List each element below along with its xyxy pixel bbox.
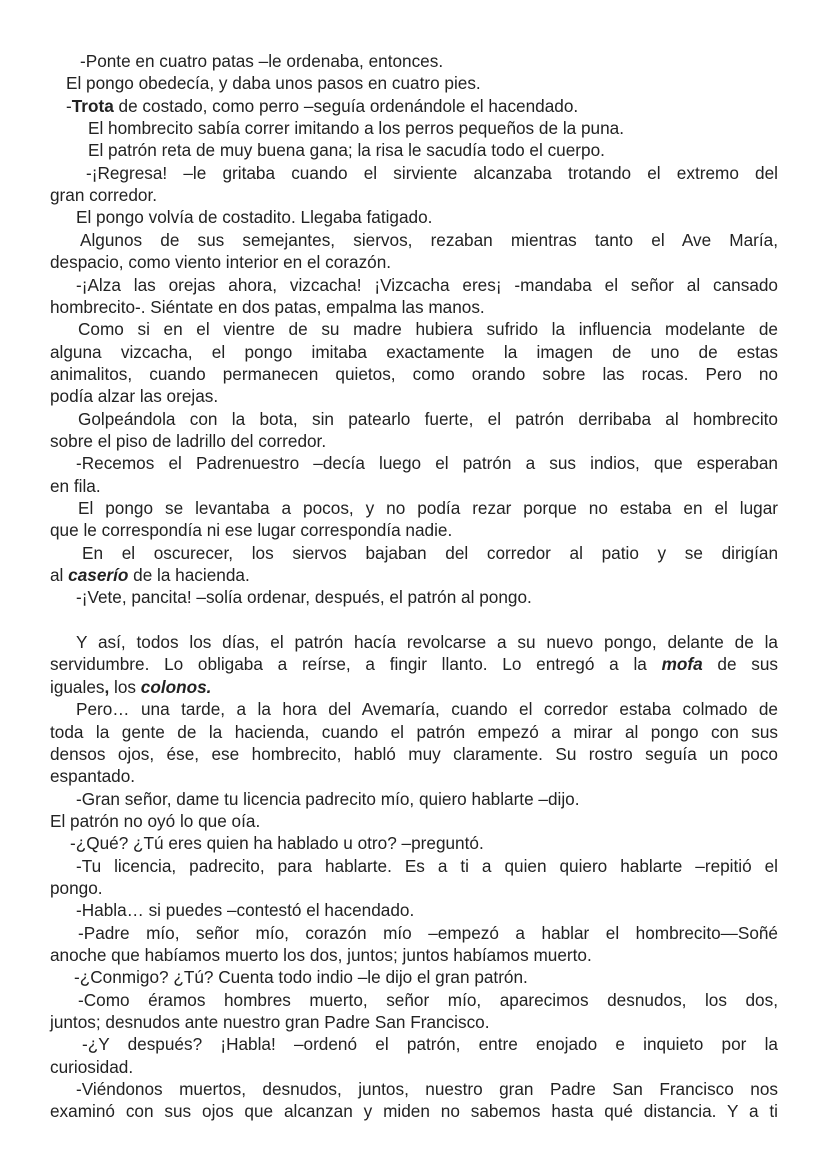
text-run: -¿Conmigo? ¿Tú? Cuenta todo indio –le dijo el gran patrón. [74, 967, 528, 988]
text-run: -Como éramos hombres muerto, señor mío, aparecimos desnudos, los dos, [78, 989, 778, 1010]
text-run: El patrón reta de muy buena gana; la risa le sacudía todo el cuerpo. [88, 140, 605, 161]
blank-line [50, 609, 778, 631]
text-line [50, 385, 778, 407]
text-line [50, 72, 778, 94]
text-run: de la hacienda. [128, 565, 250, 586]
text-line [50, 922, 778, 944]
text-line [50, 117, 778, 139]
text-line [50, 653, 778, 675]
text-line [50, 229, 778, 251]
text-line [50, 184, 778, 206]
text-run: en fila. [50, 475, 101, 496]
text-run: pongo. [50, 877, 103, 898]
text-line [50, 475, 778, 497]
text-run: -¿Y después? ¡Habla! –ordenó el patrón, entre enojado e inquieto por la [82, 1034, 778, 1055]
text-line [50, 363, 778, 385]
text-run: de sus [702, 654, 778, 675]
text-line [50, 274, 778, 296]
text-run: -¡Vete, pancita! –solía ordenar, después, el patrón al pongo. [76, 587, 532, 608]
text-run: Y así, todos los días, el patrón hacía revolcarse a su nuevo pongo, delante de la [76, 632, 778, 653]
text-run: -Gran señor, dame tu licencia padrecito mío, quiero hablarte –dijo. [76, 788, 580, 809]
text-run: de costado, como perro –seguía ordenándole el hacendado. [113, 95, 579, 116]
text-line [50, 788, 778, 810]
emphasized-text: , [104, 676, 110, 697]
emphasized-text: mofa [661, 654, 703, 675]
text-line [50, 430, 778, 452]
text-line [50, 341, 778, 363]
text-line [50, 810, 778, 832]
text-run: servidumbre. Lo obligaba a reírse, a fingir llanto. Lo entregó a la [50, 654, 662, 675]
text-run: -Tu licencia, padrecito, para hablarte. Es a ti a quien quiero hablarte –repitió el [76, 855, 778, 876]
text-run: densos ojos, ése, ese hombrecito, habló muy claramente. Su rostro seguía un poco [50, 743, 778, 764]
text-line [50, 1100, 778, 1122]
text-line [50, 408, 778, 430]
text-run: iguales [50, 676, 105, 697]
text-line [50, 765, 778, 787]
emphasized-text: Trota [71, 95, 114, 116]
text-line [50, 1056, 778, 1078]
text-line [50, 497, 778, 519]
text-line [50, 631, 778, 653]
text-run: El patrón no oyó lo que oía. [50, 810, 261, 831]
text-run: alguna vizcacha, el pongo imitaba exactamente la imagen de uno de estas [50, 341, 778, 362]
text-line [50, 855, 778, 877]
text-line [50, 542, 778, 564]
text-run: animalitos, cuando permanecen quietos, como orando sobre las rocas. Pero no [50, 363, 778, 384]
text-run: Como si en el vientre de su madre hubiera sufrido la influencia modelante de [78, 319, 778, 340]
text-run: Algunos de sus semejantes, siervos, rezaban mientras tanto el Ave María, [80, 229, 778, 250]
text-line [50, 50, 778, 72]
text-run: -Padre mío, señor mío, corazón mío –empezó a hablar el hombrecito—Soñé [78, 922, 778, 943]
text-line [50, 519, 778, 541]
text-run: que le correspondía ni ese lugar correspondía nadie. [50, 520, 453, 541]
text-line [50, 698, 778, 720]
text-line [50, 1078, 778, 1100]
text-line [50, 251, 778, 273]
text-run: curiosidad. [50, 1056, 134, 1077]
text-run: -¡Alza las orejas ahora, vizcacha! ¡Vizcacha eres¡ -mandaba el señor al cansado [76, 274, 778, 295]
text-run: -Recemos el Padrenuestro –decía luego el patrón a sus indios, que esperaban [76, 453, 778, 474]
text-line [50, 989, 778, 1011]
text-line [50, 586, 778, 608]
text-run: despacio, como viento interior en el corazón. [50, 252, 392, 273]
text-run: Pero… una tarde, a la hora del Avemaría, cuando el corredor estaba colmado de [76, 699, 778, 720]
text-run: hombrecito-. Siéntate en dos patas, empalma las manos. [50, 296, 485, 317]
text-run: El pongo volvía de costadito. Llegaba fatigado. [76, 207, 433, 228]
text-line [50, 296, 778, 318]
text-run: -¿Qué? ¿Tú eres quien ha hablado u otro? –preguntó. [70, 833, 484, 854]
emphasized-text: colonos. [140, 676, 212, 697]
text-line [50, 318, 778, 340]
text-run: -Ponte en cuatro patas –le ordenaba, entonces. [80, 51, 444, 71]
text-line [50, 1011, 778, 1033]
emphasized-text: caserío [68, 565, 129, 586]
text-line [50, 899, 778, 921]
text-run: sobre el piso de ladrillo del corredor. [50, 430, 327, 451]
text-line [50, 721, 778, 743]
text-run: toda la gente de la hacienda, cuando el patrón empezó a mirar al pongo con sus [50, 721, 778, 742]
text-line [50, 564, 778, 586]
text-run: Golpeándola con la bota, sin patearlo fuerte, el patrón derribaba al hombrecito [78, 408, 778, 429]
text-run: gran corredor. [50, 185, 158, 206]
text-run: - [66, 95, 72, 116]
text-run: -Viéndonos muertos, desnudos, juntos, nuestro gran Padre San Francisco nos [76, 1079, 778, 1100]
text-line [50, 966, 778, 988]
text-line [50, 1033, 778, 1055]
text-run: El hombrecito sabía correr imitando a los perros pequeños de la puna. [88, 118, 624, 139]
text-line [50, 832, 778, 854]
text-line [50, 206, 778, 228]
text-line [50, 877, 778, 899]
text-run: En el oscurecer, los siervos bajaban del corredor al patio y se dirigían [82, 542, 778, 563]
text-line [50, 452, 778, 474]
text-line [50, 676, 778, 698]
text-run: juntos; desnudos ante nuestro gran Padre San Francisco. [50, 1012, 490, 1033]
text-line [50, 95, 778, 117]
text-run: anoche que habíamos muerto los dos, juntos; juntos habíamos muerto. [50, 945, 592, 965]
text-run: los [109, 676, 141, 697]
text-run: espantado. [50, 766, 136, 787]
text-run: El pongo se levantaba a pocos, y no podía rezar porque no estaba en el lugar [78, 498, 778, 518]
text-line [50, 162, 778, 184]
text-run: podía alzar las orejas. [50, 386, 219, 407]
text-line [50, 139, 778, 161]
text-run: El pongo obedecía, y daba unos pasos en cuatro pies. [66, 73, 481, 94]
text-run: examinó con sus ojos que alcanzan y miden no sabemos hasta qué distancia. Y a ti [50, 1101, 778, 1122]
text-line [50, 944, 778, 966]
text-run: -Habla… si puedes –contestó el hacendado. [76, 900, 415, 921]
text-line [50, 743, 778, 765]
text-run: al [50, 565, 69, 586]
text-run: -¡Regresa! –le gritaba cuando el sirviente alcanzaba trotando el extremo del [86, 162, 778, 183]
